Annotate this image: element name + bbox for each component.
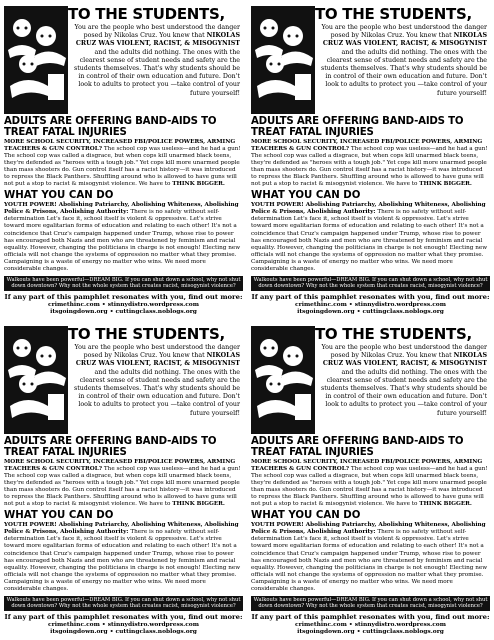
paragraph-security-body: The school cop was useless—and he had a gun! The school cop was called a disgrace, but when cops kill unarmed black teens, they're defended as "heroes with a tough job." Yet cops kill more unarmed people than mass shooters do. Gun control itself has a racist history—it was introduced to repress the Black Panthers. Shuffling around who is allowed to have guns will not put a stop to racist & misogynist violence. We have to <box>251 466 488 508</box>
links-line-1: crimethinc.com • stinnydistro.wordpress.com <box>48 620 199 628</box>
paragraph-security <box>251 139 490 188</box>
intro-bold: NIKOLAS CRUZ WAS VIOLENT, RACIST, & MISOGYNIST <box>322 32 487 48</box>
walkout-banner: Walkouts have been powerful—DREAM BIG. If you can shut down a school, why not shut down downtown? Why not the whole system that creates racist, misogynist violence? <box>4 596 243 611</box>
intro-text: You are the people who best understood the danger posed by Nikolas Cruz. You knew that <box>321 24 487 40</box>
more-info: If any part of this pamphlet resonates with you, find out more: <box>4 292 243 301</box>
intro-bold: NIKOLAS CRUZ WAS VIOLENT, RACIST, & MISOGYNIST <box>322 352 487 368</box>
heading-what-you-can-do: WHAT YOU CAN DO <box>4 510 114 522</box>
paragraph-youth-power <box>251 522 490 592</box>
walkout-banner: Walkouts have been powerful—DREAM BIG. If you can shut down a school, why not shut down downtown? Why not the whole system that creates racist, misogynist violence? <box>4 276 243 291</box>
intro-text: You are the people who best understood the danger posed by Nikolas Cruz. You knew that <box>74 24 240 40</box>
walkout-banner: Walkouts have been powerful—DREAM BIG. If you can shut down a school, why not shut down downtown? Why not the whole system that creates racist, misogynist violence? <box>251 276 490 291</box>
flyer-panel <box>251 6 490 316</box>
flyer-title: TO THE STUDENTS, <box>315 326 472 343</box>
intro-bold: NIKOLAS CRUZ WAS VIOLENT, RACIST, & MISOGYNIST <box>75 352 240 368</box>
more-info: If any part of this pamphlet resonates with you, find out more: <box>4 612 243 621</box>
intro-text-end: and the adults did nothing. The ones with the clearest sense of student needs and safety are the students themselves. That's why students should be in control of their own education and future. Don't look to adults to protect you —take control of your future yourself! <box>73 368 240 417</box>
intro-text: You are the people who best understood the danger posed by Nikolas Cruz. You knew that <box>74 344 240 360</box>
links-line-1: crimethinc.com • stinnydistro.wordpress.com <box>295 300 446 308</box>
student-illustration <box>251 6 315 114</box>
flyer-header <box>251 6 490 114</box>
paragraph-youth-power-body: There is no safety without self-determination Let's face it, school itself is violent & oppressive. Let's strive toward more egalitarian forms of education and relating to each other! It's not a coincidence that Cruz's campaign happened under Trump, whose rise to power has encouraged both Nazis and men who are threatened by feminism and racial equality. However, changing the politicians in charge is not enough! Electing new officials will not change the systems of oppression no matter what they promise. Campaigning is a waste of energy no matter who wins. We need more considerable changes. <box>4 529 241 592</box>
links-line-1: crimethinc.com • stinnydistro.wordpress.com <box>48 300 199 308</box>
flyer-intro <box>315 24 487 98</box>
paragraph-youth-power <box>4 202 243 272</box>
intro-text-end: and the adults did nothing. The ones with the clearest sense of student needs and safety are the students themselves. That's why students should be in control of their own education and future. Don't look to adults to protect you —take control of your future yourself! <box>320 48 487 97</box>
heading-band-aids: ADULTS ARE OFFERING BAND-AIDS TO TREAT FATAL INJURIES <box>251 116 464 138</box>
flyer-title: TO THE STUDENTS, <box>315 6 472 23</box>
paragraph-youth-power <box>4 522 243 592</box>
paragraph-youth-power-body: There is no safety without self-determination Let's face it, school itself is violent & oppressive. Let's strive toward more egalitarian forms of education and relating to each other! It's not a coincidence that Cruz's campaign happened under Trump, whose rise to power has encouraged both Nazis and men who are threatened by feminism and racial equality. However, changing the politicians in charge is not enough! Electing new officials will not change the systems of oppression no matter what they promise. Campaigning is a waste of energy no matter who wins. We need more considerable changes. <box>251 529 488 592</box>
intro-text: You are the people who best understood the danger posed by Nikolas Cruz. You knew that <box>321 344 487 360</box>
links-line-2: itsgoingdown.org • cuttingclass.noblogs.org <box>297 308 444 316</box>
flyer-title: TO THE STUDENTS, <box>68 326 225 343</box>
paragraph-youth-power-body: There is no safety without self-determination Let's face it, school itself is violent & oppressive. Let's strive toward more egalitarian forms of education and relating to each other! It's not a coincidence that Cruz's campaign happened under Trump, whose rise to power has encouraged both Nazis and men who are threatened by feminism and racial equality. However, changing the politicians in charge is not enough! Electing new officials will not change the systems of oppression no matter what they promise. Campaigning is a waste of energy no matter who wins. We need more considerable changes. <box>251 209 488 272</box>
intro-text-end: and the adults did nothing. The ones with the clearest sense of student needs and safety are the students themselves. That's why students should be in control of their own education and future. Don't look to adults to protect you —take control of your future yourself! <box>73 48 240 97</box>
flyer-panel <box>251 326 490 636</box>
student-illustration <box>4 326 68 434</box>
paragraph-youth-power <box>251 202 490 272</box>
paragraph-security <box>4 139 243 188</box>
heading-what-you-can-do: WHAT YOU CAN DO <box>4 190 114 202</box>
paragraph-youth-power-bold: YOUTH POWER! Abolishing Patriarchy, Abolishing Whiteness, Abolishing Police & Prisons, Abolishing Authority: <box>251 522 486 536</box>
links-line-2: itsgoingdown.org • cuttingclass.noblogs.org <box>50 628 197 636</box>
paragraph-youth-power-bold: YOUTH POWER! Abolishing Patriarchy, Abolishing Whiteness, Abolishing Police & Prisons, Abolishing Authority: <box>4 522 239 536</box>
paragraph-security-end: THINK BIGGER. <box>419 181 472 188</box>
paragraph-youth-power-bold: YOUTH POWER! Abolishing Patriarchy, Abolishing Whiteness, Abolishing Police & Prisons, Abolishing Authority: <box>4 202 239 216</box>
flyer-header <box>4 326 243 434</box>
heading-what-you-can-do: WHAT YOU CAN DO <box>251 190 361 202</box>
links-line-2: itsgoingdown.org • cuttingclass.noblogs.org <box>50 308 197 316</box>
more-info: If any part of this pamphlet resonates with you, find out more: <box>251 612 490 621</box>
paragraph-youth-power-bold: YOUTH POWER! Abolishing Patriarchy, Abolishing Whiteness, Abolishing Police & Prisons, Abolishing Authority: <box>251 202 486 216</box>
heading-band-aids: ADULTS ARE OFFERING BAND-AIDS TO TREAT FATAL INJURIES <box>4 116 217 138</box>
paragraph-youth-power-body: There is no safety without self-determination Let's face it, school itself is violent & oppressive. Let's strive toward more egalitarian forms of education and relating to each other! It's not a coincidence that Cruz's campaign happened under Trump, whose rise to power has encouraged both Nazis and men who are threatened by feminism and racial equality. However, changing the politicians in charge is not enough! Electing new officials will not change the systems of oppression no matter what they promise. Campaigning is a waste of energy no matter who wins. We need more considerable changes. <box>4 209 241 272</box>
paragraph-security-body: The school cop was useless—and he had a gun! The school cop was called a disgrace, but when cops kill unarmed black teens, they're defended as "heroes with a tough job." Yet cops kill more unarmed people than mass shooters do. Gun control itself has a racist history—it was introduced to repress the Black Panthers. Shuffling around who is allowed to have guns will not put a stop to racist & misogynist violence. We have to <box>4 466 241 508</box>
links-line-1: crimethinc.com • stinnydistro.wordpress.com <box>295 620 446 628</box>
paragraph-security-bold: MORE SCHOOL SECURITY, INCREASED FBI/POLICE POWERS, ARMING TEACHERS & GUN CONTROL? <box>4 459 236 473</box>
paragraph-security-end: THINK BIGGER. <box>172 181 225 188</box>
flyer-intro <box>315 344 487 418</box>
heading-band-aids: ADULTS ARE OFFERING BAND-AIDS TO TREAT FATAL INJURIES <box>4 436 217 458</box>
flyer-panel <box>4 326 243 636</box>
heading-what-you-can-do: WHAT YOU CAN DO <box>251 510 361 522</box>
student-illustration <box>251 326 315 434</box>
paragraph-security-body: The school cop was useless—and he had a gun! The school cop was called a disgrace, but when cops kill unarmed black teens, they're defended as "heroes with a tough job." Yet cops kill more unarmed people than mass shooters do. Gun control itself has a racist history—it was introduced to repress the Black Panthers. Shuffling around who is allowed to have guns will not put a stop to racist & misogynist violence. We have to <box>4 146 241 188</box>
intro-text-end: and the adults did nothing. The ones with the clearest sense of student needs and safety are the students themselves. That's why students should be in control of their own education and future. Don't look to adults to protect you —take control of your future yourself! <box>320 368 487 417</box>
flyer-title: TO THE STUDENTS, <box>68 6 225 23</box>
more-info: If any part of this pamphlet resonates with you, find out more: <box>251 292 490 301</box>
paragraph-security-end: THINK BIGGER. <box>419 501 472 508</box>
paragraph-security-bold: MORE SCHOOL SECURITY, INCREASED FBI/POLICE POWERS, ARMING TEACHERS & GUN CONTROL? <box>251 459 483 473</box>
paragraph-security-bold: MORE SCHOOL SECURITY, INCREASED FBI/POLICE POWERS, ARMING TEACHERS & GUN CONTROL? <box>4 139 236 153</box>
paragraph-security <box>4 459 243 508</box>
flyer-header <box>4 6 243 114</box>
flyer-panel <box>4 6 243 316</box>
intro-bold: NIKOLAS CRUZ WAS VIOLENT, RACIST, & MISOGYNIST <box>75 32 240 48</box>
heading-band-aids: ADULTS ARE OFFERING BAND-AIDS TO TREAT FATAL INJURIES <box>251 436 464 458</box>
paragraph-security-body: The school cop was useless—and he had a gun! The school cop was called a disgrace, but when cops kill unarmed black teens, they're defended as "heroes with a tough job." Yet cops kill more unarmed people than mass shooters do. Gun control itself has a racist history—it was introduced to repress the Black Panthers. Shuffling around who is allowed to have guns will not put a stop to racist & misogynist violence. We have to <box>251 146 488 188</box>
student-illustration <box>4 6 68 114</box>
paragraph-security-bold: MORE SCHOOL SECURITY, INCREASED FBI/POLICE POWERS, ARMING TEACHERS & GUN CONTROL? <box>251 139 483 153</box>
walkout-banner: Walkouts have been powerful—DREAM BIG. If you can shut down a school, why not shut down downtown? Why not the whole system that creates racist, misogynist violence? <box>251 596 490 611</box>
flyer-intro <box>68 344 240 418</box>
links-line-2: itsgoingdown.org • cuttingclass.noblogs.org <box>297 628 444 636</box>
flyer-header <box>251 326 490 434</box>
flyer-intro <box>68 24 240 98</box>
paragraph-security-end: THINK BIGGER. <box>172 501 225 508</box>
paragraph-security <box>251 459 490 508</box>
